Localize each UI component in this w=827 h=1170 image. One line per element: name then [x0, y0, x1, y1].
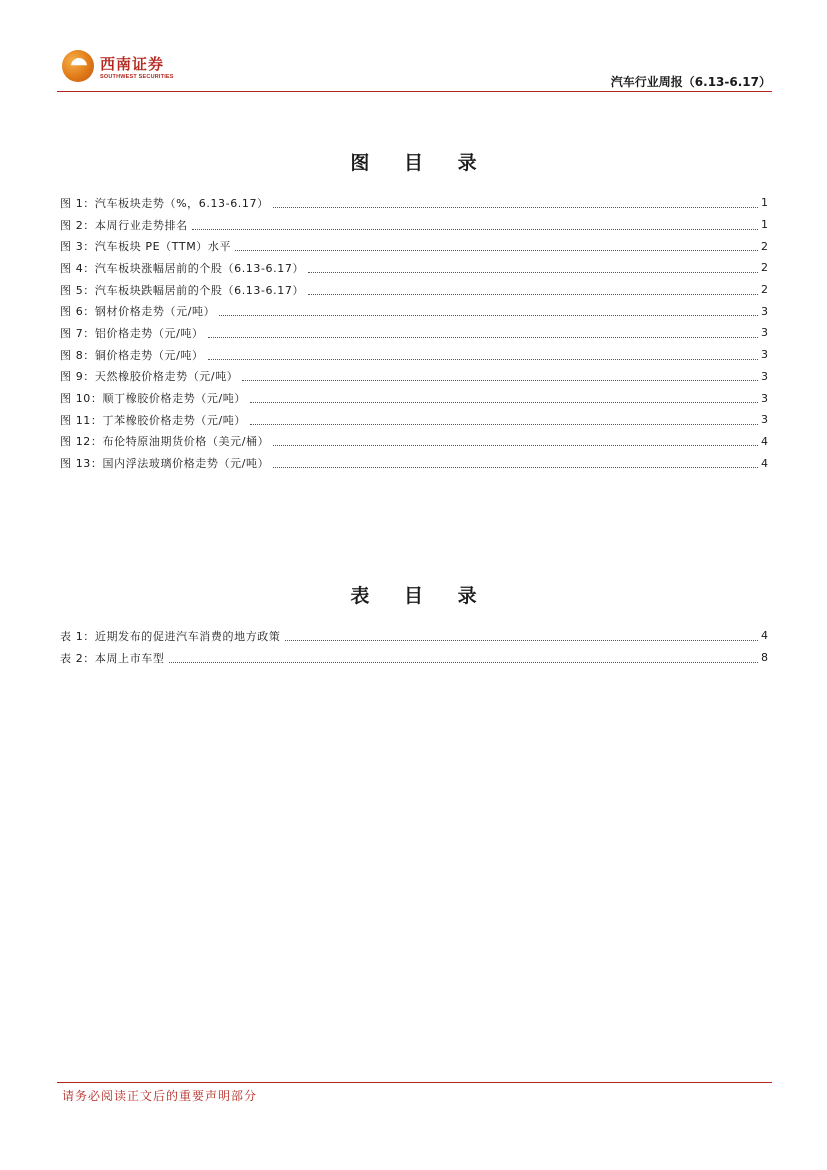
tables-toc — [60, 625, 768, 668]
toc-entry-label: 图 7：铝价格走势（元/吨） — [60, 326, 204, 340]
figure-toc-entry[interactable] — [60, 300, 768, 322]
figure-toc-entry[interactable] — [60, 214, 768, 236]
logo-chinese-name: 西南证券 — [100, 55, 165, 73]
figure-toc-entry[interactable] — [60, 366, 768, 388]
toc-leader-dots — [308, 285, 758, 295]
toc-entry-label: 图 13：国内浮法玻璃价格走势（元/吨） — [60, 457, 270, 471]
report-title: 汽车行业周报（6.13-6.17） — [610, 75, 771, 89]
toc-page-number: 2 — [761, 239, 768, 253]
toc-leader-dots — [285, 631, 759, 641]
toc-entry-label: 图 9：天然橡胶价格走势（元/吨） — [60, 370, 239, 384]
figure-toc-entry[interactable] — [60, 322, 768, 344]
toc-entry-label: 表 2：本周上市车型 — [60, 651, 165, 665]
toc-page-number: 3 — [761, 326, 768, 340]
header-divider — [57, 91, 772, 92]
figure-toc-entry[interactable] — [60, 344, 768, 366]
table-toc-entry[interactable] — [60, 647, 768, 669]
figure-toc-entry[interactable] — [60, 235, 768, 257]
toc-page-number: 3 — [761, 348, 768, 362]
toc-entry-label: 图 1：汽车板块走势（%，6.13-6.17） — [60, 196, 269, 210]
toc-leader-dots — [169, 653, 759, 663]
toc-page-number: 3 — [761, 413, 768, 427]
toc-page-number: 2 — [761, 261, 768, 275]
toc-page-number: 3 — [761, 391, 768, 405]
toc-page-number: 4 — [761, 434, 768, 448]
toc-entry-label: 图 5：汽车板块跌幅居前的个股（6.13-6.17） — [60, 283, 305, 297]
toc-leader-dots — [208, 350, 758, 360]
figure-toc-entry[interactable] — [60, 431, 768, 453]
toc-entry-label: 图 8：铜价格走势（元/吨） — [60, 348, 204, 362]
toc-page-number: 2 — [761, 283, 768, 297]
toc-page-number: 1 — [761, 196, 768, 210]
toc-leader-dots — [273, 436, 758, 446]
logo-english-name: SOUTHWEST SECURITIES — [100, 74, 174, 80]
toc-entry-label: 图 2：本周行业走势排名 — [60, 218, 188, 232]
toc-entry-label: 图 11：丁苯橡胶价格走势（元/吨） — [60, 413, 246, 427]
toc-leader-dots — [250, 393, 758, 403]
figures-toc-heading: 图 目 录 — [350, 152, 491, 174]
toc-page-number: 1 — [761, 218, 768, 232]
toc-entry-label: 图 12：布伦特原油期货价格（美元/桶） — [60, 435, 270, 449]
toc-leader-dots — [308, 263, 758, 273]
figure-toc-entry[interactable] — [60, 192, 768, 214]
figure-toc-entry[interactable] — [60, 452, 768, 474]
toc-leader-dots — [273, 458, 758, 468]
toc-entry-label: 表 1：近期发布的促进汽车消费的地方政策 — [60, 629, 281, 643]
toc-entry-label: 图 10：顺丁橡胶价格走势（元/吨） — [60, 392, 246, 406]
figure-toc-entry[interactable] — [60, 279, 768, 301]
toc-leader-dots — [273, 198, 758, 208]
toc-leader-dots — [250, 415, 758, 425]
toc-leader-dots — [208, 328, 758, 338]
toc-leader-dots — [219, 306, 758, 316]
toc-page-number: 3 — [761, 369, 768, 383]
toc-entry-label: 图 6：钢材价格走势（元/吨） — [60, 305, 216, 319]
figures-toc — [60, 192, 768, 474]
toc-page-number: 4 — [761, 456, 768, 470]
footer-disclaimer: 请务必阅读正文后的重要声明部分 — [62, 1089, 258, 1103]
figure-toc-entry[interactable] — [60, 409, 768, 431]
toc-leader-dots — [242, 371, 758, 381]
figure-toc-entry[interactable] — [60, 257, 768, 279]
toc-page-number: 3 — [761, 304, 768, 318]
logo-emblem-icon — [62, 50, 94, 82]
footer-divider — [57, 1082, 772, 1083]
toc-leader-dots — [235, 241, 758, 251]
toc-leader-dots — [192, 220, 758, 230]
toc-page-number: 8 — [761, 651, 768, 665]
toc-entry-label: 图 3：汽车板块 PE（TTM）水平 — [60, 240, 232, 254]
toc-entry-label: 图 4：汽车板块涨幅居前的个股（6.13-6.17） — [60, 261, 305, 275]
table-toc-entry[interactable] — [60, 625, 768, 647]
company-logo — [62, 50, 192, 84]
toc-page-number: 4 — [761, 629, 768, 643]
figure-toc-entry[interactable] — [60, 387, 768, 409]
tables-toc-heading: 表 目 录 — [350, 585, 491, 607]
